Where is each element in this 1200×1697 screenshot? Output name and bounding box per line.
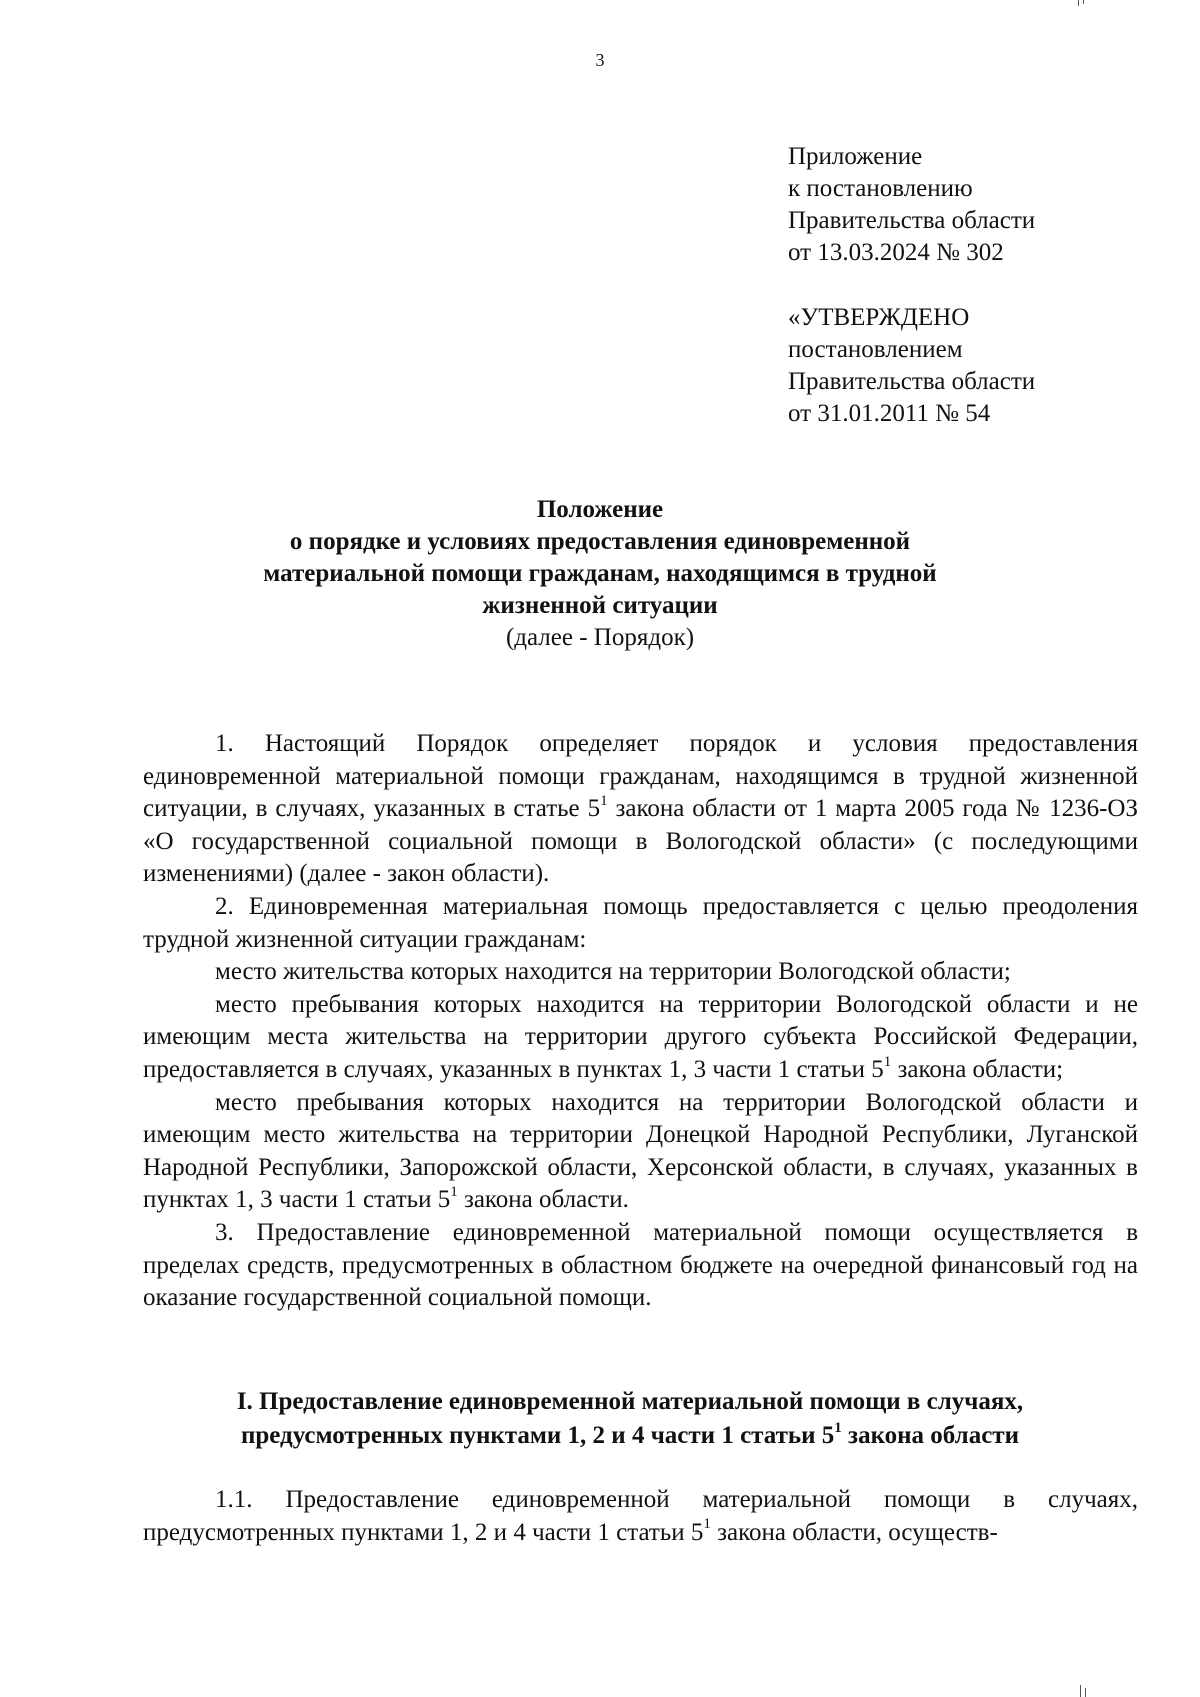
document-title (150, 494, 1050, 654)
paragraph-2-item: место пребывания которых находится на территории Вологодской области и имеющим место жительства на территории Донецкой Народной Республики, Луганской Народной Республики, Запорожской области, Херсонской области, в случаях, указанных в пунктах 1, 3 части 1 статьи $5^1$ закона области. (143, 1088, 1138, 1214)
section-heading-line: I. Предоставление единовременной материальной помощи в случаях, (236, 1388, 1024, 1415)
paragraph-2-item: место пребывания которых находится на территории Вологодской области и не имеющим места жительства на территории другого субъекта Российской Федерации, предоставляется в случаях, указанных в пунктах 1, 3 части 1 статьи $5^1$ закона области; (143, 990, 1138, 1083)
appendix-date-number: от 13.03.2024 № 302 (788, 239, 1004, 266)
appendix-reference (788, 141, 1035, 269)
approved-line: «УТВЕРЖДЕНО (788, 304, 970, 331)
title-line: жизненной ситуации (482, 592, 718, 619)
title-line: о порядке и условиях предоставления единовременной (289, 528, 911, 555)
title-line: Положение (536, 496, 664, 523)
title-subtitle: (далее - Порядок) (505, 624, 695, 651)
approved-date-number: от 31.01.2011 № 54 (788, 400, 991, 427)
paragraph-1: 1. Настоящий Порядок определяет порядок и условия предоставления единовременной материальной помощи гражданам, находящимся в трудной жизненной ситуации, в случаях, указанных в статье $5^1$ закона области от 1 марта 2005 года № 1236-ОЗ «О государственной социальной помощи в Вологодской области» (с последующими изменениями) (далее - закон области). (143, 730, 1138, 888)
scan-artifact (1083, 0, 1084, 4)
appendix-line: Правительства области (788, 207, 1036, 234)
paragraph-1-1: 1.1. Предоставление единовременной материальной помощи в случаях, предусмотренных пунктами 1, 2 и 4 части 1 статьи $5^1$ закона области, осуществ- (143, 1486, 1138, 1546)
section-heading (150, 1385, 1110, 1453)
section-body (143, 1484, 1138, 1549)
paragraph-3: 3. Предоставление единовременной материальной помощи осуществляется в пределах средств, предусмотренных в областном бюджете на очередной финансовый год на оказание государственной социальной помощи. (143, 1218, 1138, 1312)
main-body (143, 728, 1138, 1315)
appendix-line: Приложение (788, 143, 923, 170)
scan-artifact (1080, 1685, 1081, 1697)
appendix-line: к постановлению (788, 175, 973, 202)
paragraph-2-item: место жительства которых находится на территории Вологодской области; (215, 958, 1011, 986)
scan-artifact (1078, 0, 1079, 6)
approved-line: постановлением (788, 336, 963, 363)
page-number: 3 (595, 50, 605, 70)
scan-artifact (1085, 1688, 1086, 1697)
title-line: материальной помощи гражданам, находящимся в трудной (263, 560, 937, 587)
paragraph-2: 2. Единовременная материальная помощь предоставляется с целью преодоления трудной жизненной ситуации гражданам: (143, 892, 1138, 953)
approved-line: Правительства области (788, 368, 1036, 395)
section-heading-line: предусмотренных пунктами 1, 2 и 4 части 1 статьи $5^1$ закона области (240, 1419, 1019, 1449)
approval-stamp-text (788, 302, 1035, 430)
